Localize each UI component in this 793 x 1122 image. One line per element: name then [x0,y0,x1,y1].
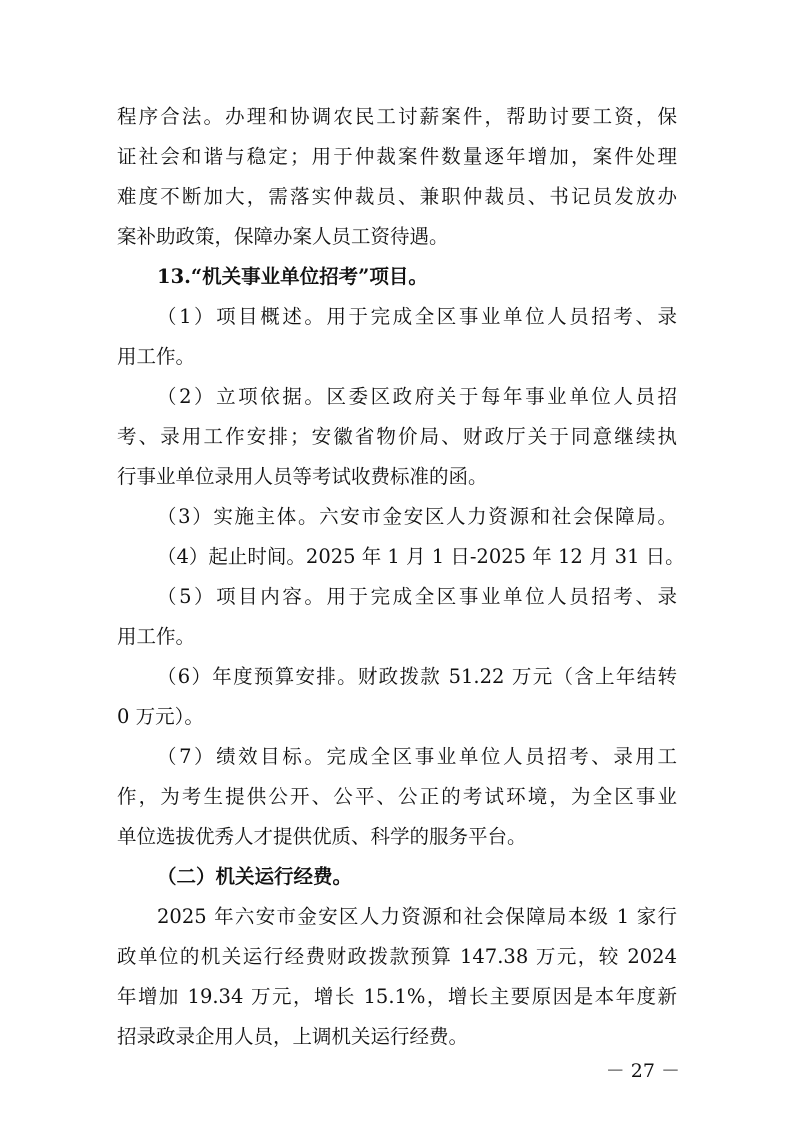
item-1-text: 用工作。 [117,345,196,368]
section-2-text: 政单位的机关运行经费财政拨款预算 147.38 万元，较 2024 [117,945,677,968]
section-2-text: 年增加 19.34 万元，增长 15.1%，增长主要原因是本年度新 [117,985,677,1008]
project-13-heading: 13.“机关事业单位招考”项目。 [157,265,428,288]
item-3-text: （3）实施主体。六安市金安区人力资源和社会保障局。 [157,505,677,528]
item-2-text: （2）立项依据。区委区政府关于每年事业单位人员招 [157,385,677,408]
item-6-text: （6）年度预算安排。财政拨款 51.22 万元（含上年结转 [157,665,677,688]
item-2-text: 考、录用工作安排；安徽省物价局、财政厅关于同意继续执 [117,425,677,448]
item-1-text: （1）项目概述。用于完成全区事业单位人员招考、录 [157,305,677,328]
item-7-text: 作，为考生提供公开、公平、公正的考试环境，为全区事业 [117,785,677,808]
item-6-text: 0 万元）。 [117,705,204,728]
body-text-line: 难度不断加大，需落实仲裁员、兼职仲裁员、书记员发放办 [117,185,677,208]
item-2-text: 行事业单位录用人员等考试收费标准的函。 [117,465,488,488]
section-2-heading: （二）机关运行经费。 [157,865,353,888]
item-5-text: （5）项目内容。用于完成全区事业单位人员招考、录 [157,585,677,608]
item-7-text: 单位选拔优秀人才提供优质、科学的服务平台。 [117,825,527,848]
body-text-line: 证社会和谐与稳定；用于仲裁案件数量逐年增加，案件处理 [117,145,677,168]
page-number: － 27 － [605,1060,680,1082]
section-2-text: 招录政录企用人员，上调机关运行经费。 [117,1025,469,1048]
body-text-line: 程序合法。办理和协调农民工讨薪案件，帮助讨要工资，保 [117,105,677,128]
item-7-text: （7）绩效目标。完成全区事业单位人员招考、录用工 [157,745,677,768]
section-2-text: 2025 年六安市金安区人力资源和社会保障局本级 1 家行 [157,905,677,928]
item-4-text: （4）起止时间。2025 年 1 月 1 日-2025 年 12 月 31 日。 [157,545,685,568]
item-5-text: 用工作。 [117,625,196,648]
body-text-line: 案补助政策，保障办案人员工资待遇。 [117,225,449,248]
